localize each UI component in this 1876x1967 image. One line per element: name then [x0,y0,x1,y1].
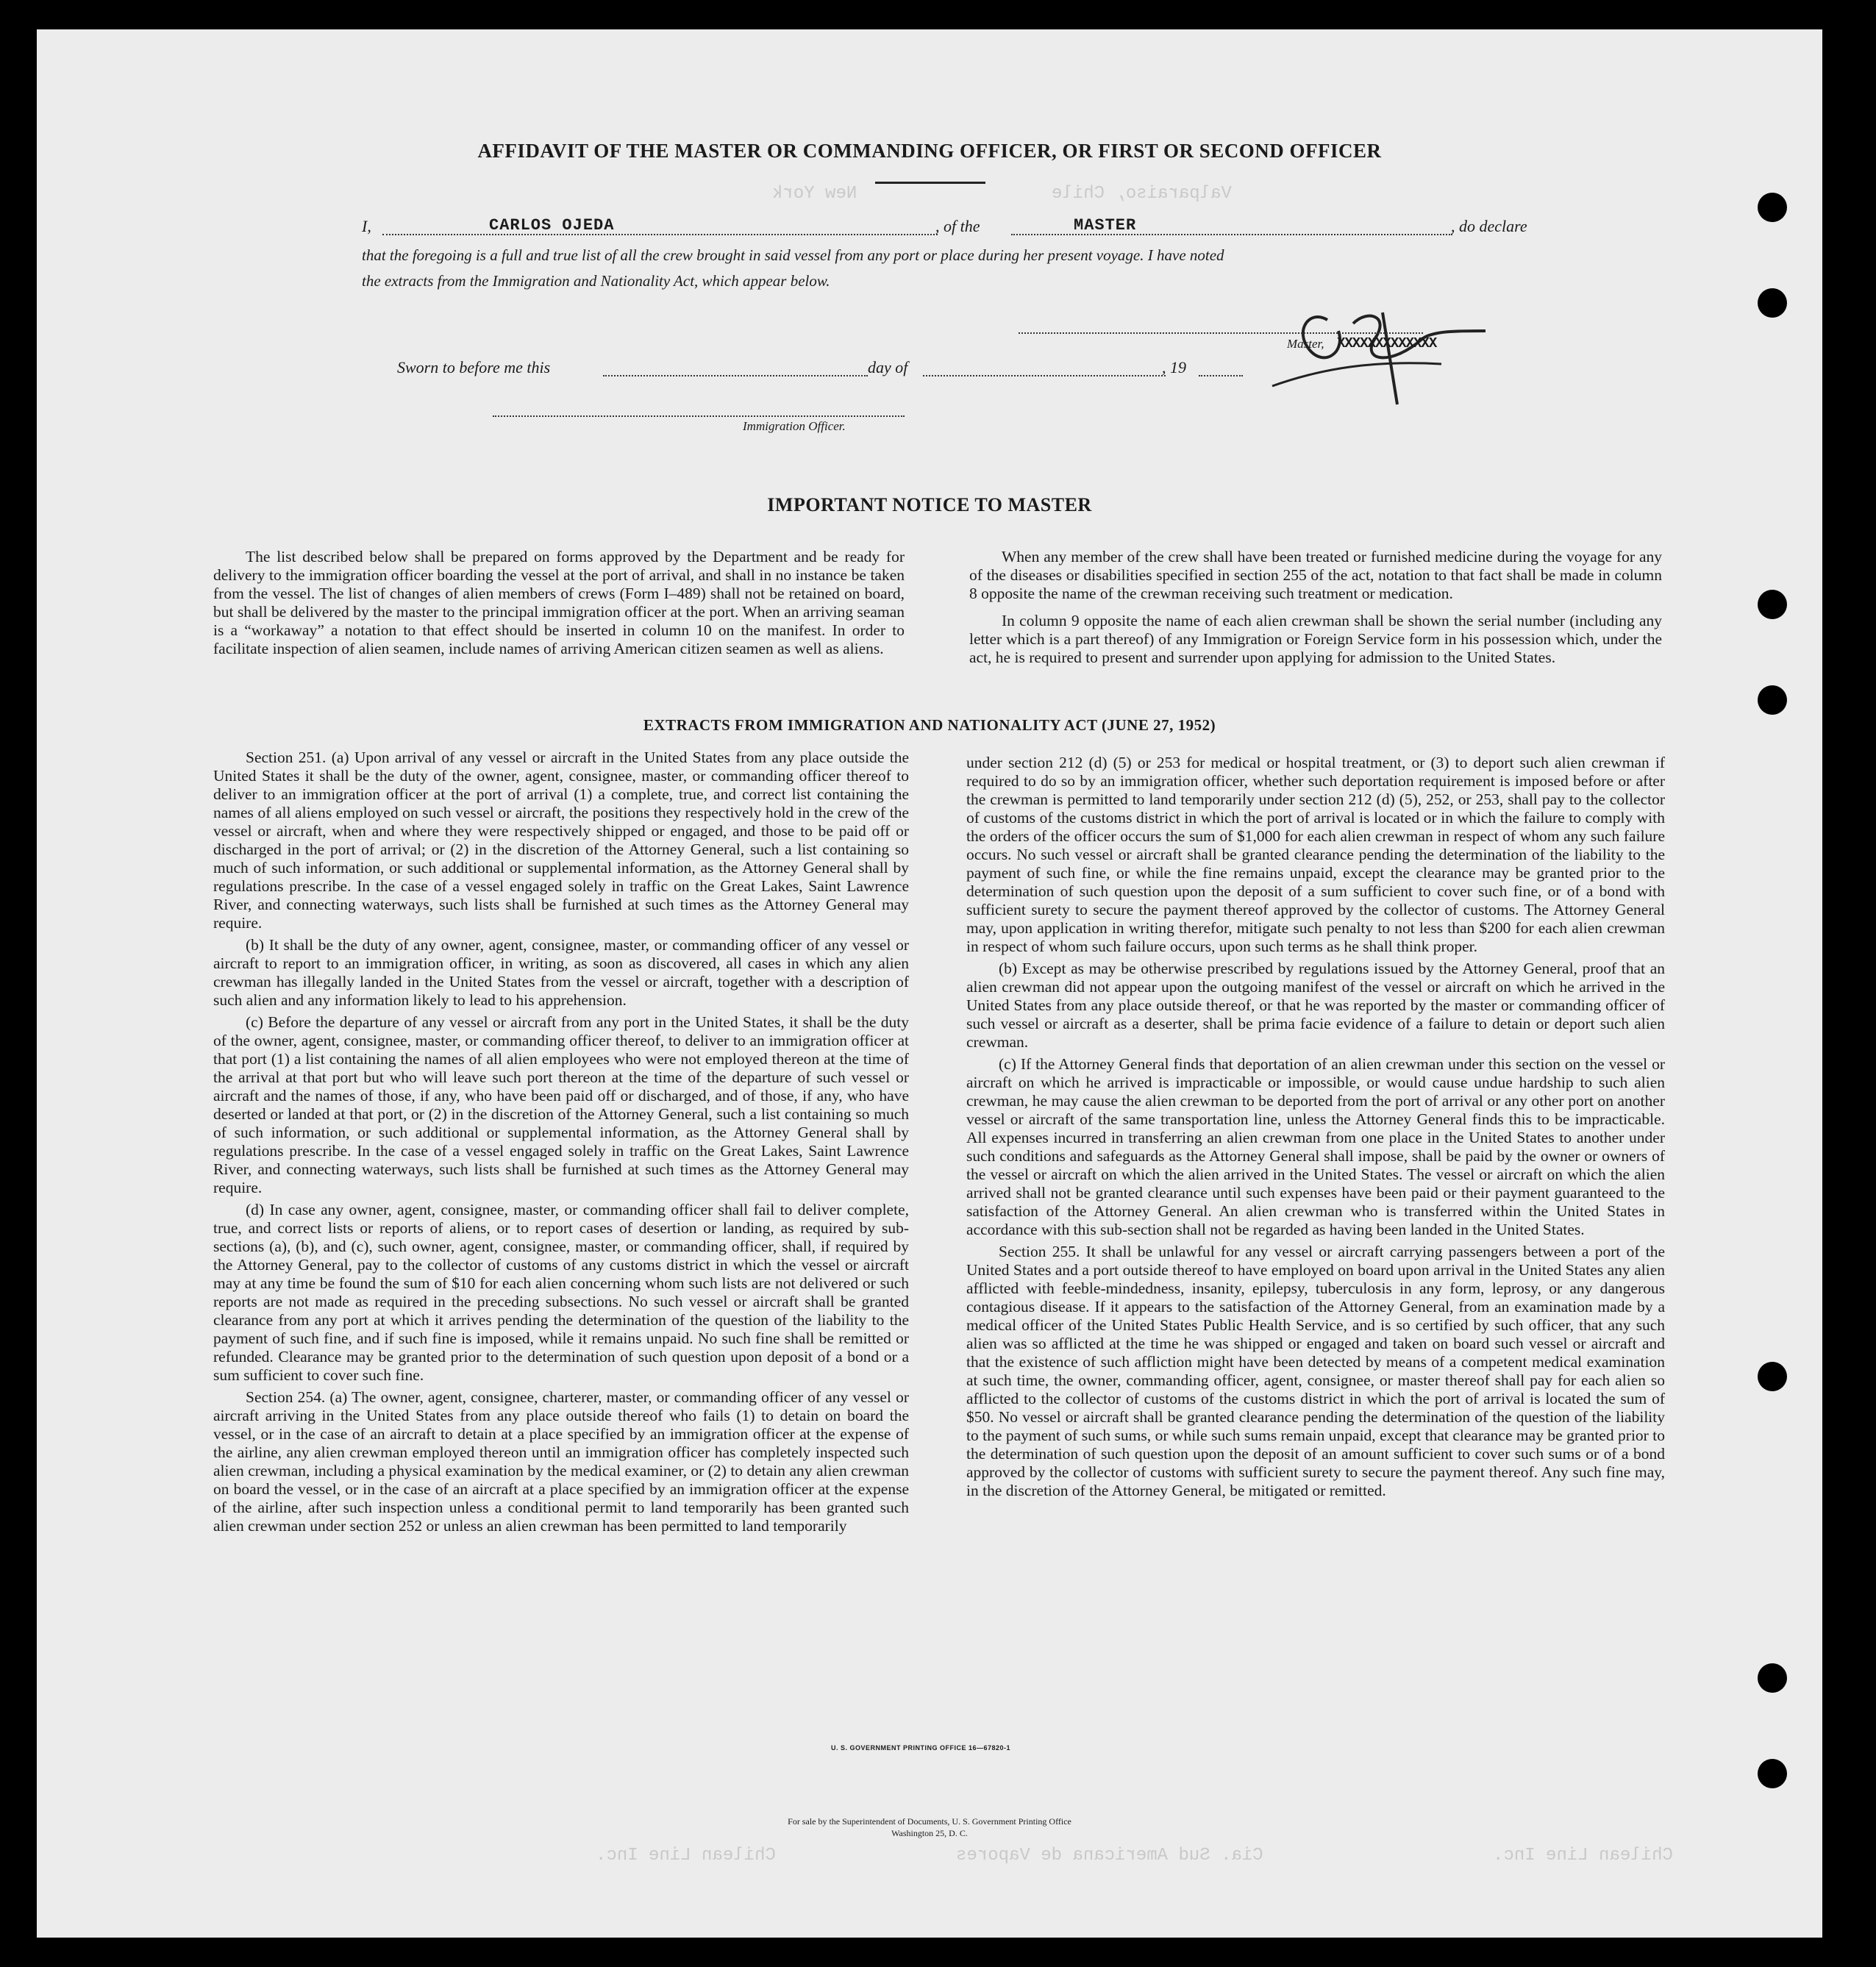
document-page [37,29,1822,1938]
of-the-label: , of the [935,217,980,235]
declare-prefix: I, [362,217,371,235]
binder-hole [1758,685,1787,715]
statute-paragraph: Section 255. It shall be unlawful for any vessel or aircraft carrying passengers between a port of the United States and a port outside thereof to have employed on board upon arrival in the United States any alien afflicted with feeble-mindedness, insanity, epilepsy, tuberculosis in any form, leprosy, or any dangerous contagious disease. If it appears to the satisfaction of the Attorney General, from an examination made by a medical officer of the United States Public Health Service, and is so certified by such officer, that any such alien was so afflicted at the time he was shipped or engaged and taken on board such vessel or aircraft and that the existence of such affliction might have been detected by means of a competent medical examination at such time, the owner, commanding officer, agent, consignee, or master thereof shall pay for each alien so afflicted to the collector of customs of the customs district in which the port of arrival is located the sum of $50. No vessel or aircraft shall be granted clearance pending the determination of the question of the liability to the payment of such sums, or while such sums remain unpaid, except that clearance may be granted prior to the determination of such question upon the deposit of an amount sufficient to cover such sums or of a bond approved by the collector of customs with sufficient surety to secure the payment thereof. Any such fine may, in the discretion of the Attorney General, be mitigated or remitted. [966,1243,1665,1499]
notice-left-column [213,548,905,662]
sale-notice-1: For sale by the Superintendent of Documents, U. S. Government Printing Office [788,1816,1071,1827]
sworn-day-field [603,375,868,376]
bleed-through-text: Chilean Line Inc. [596,1846,776,1866]
extracts-right-column [966,754,1665,1504]
statute-paragraph: (c) Before the departure of any vessel or aircraft from any port in the United States, it shall be the duty of the owner, agent, consignee, master, or commanding officer thereof, to deliver to an immigration officer at that port (1) a list containing the names of all alien employees who were not employed thereon at the time of the arrival at that port but who will leave such port thereon at the time of the departure of such vessel or aircraft and the names of those, if any, who have been paid off or discharged, and of those, if any, who have deserted or landed at that port, or (2) in the discretion of the Attorney General, such a list containing so much of such information, or such additional or supplemental information, as the Attorney General shall by regulations prescribe. In the case of a vessel engaged solely in traffic on the Great Lakes, Saint Lawrence River, and connecting waterways, such lists shall be furnished at such times as the Attorney General may require. [213,1013,909,1196]
officer-signature-line [493,415,905,417]
master-signature [1265,287,1508,419]
signature-line [1019,332,1423,334]
statute-paragraph: (d) In case any owner, agent, consignee, master, or commanding officer shall fail to deliver complete, true, and correct lists or reports of aliens, or to report cases of desertion or landing, as required by sub-sections (a), (b), and (c), such owner, agent, consignee, master, or commanding officer, shall, if required by the Attorney General, pay to the collector of customs of any customs district in which the vessel or aircraft may at any time be found the sum of $10 for each alien concerning whom such lists are not delivered or such reports are not made as required in the preceding subsections. No such vessel or aircraft shall be granted clearance from any port at which it arrives pending the determination of the question of the liability to the payment of such fine, and if such fine is imposed, while it remains unpaid. No such fine shall be remitted or refunded. Clearance may be granted prior to the determination of such question upon deposit of a bond or a sum sufficient to cover such fine. [213,1201,909,1384]
bleed-through-text: Valparaiso, Chile [1052,184,1232,204]
master-label: Master, [1287,337,1324,351]
bleed-through-text: Chilean Line Inc. [1493,1846,1673,1866]
notice-right-column [969,548,1662,671]
statute-paragraph: Section 251. (a) Upon arrival of any vessel or aircraft in the United States from any place outside the United States it shall be the duty of the owner, agent, consignee, master, or commanding officer thereof to deliver to an immigration officer at the port of arrival (1) a complete, true, and correct list containing the names of all aliens employed on such vessel or aircraft, the positions they respectively hold in the crew of the vessel or aircraft, when and where they were respectively shipped or engaged, and those to be paid off or discharged in the port of arrival; or (2) in the discretion of the Attorney General, such a list containing so much of such information, or such additional or supplemental information, as the Attorney General shall by regulations prescribe. In the case of a vessel engaged solely in traffic on the Great Lakes, Saint Lawrence River, and connecting waterways, such lists shall be furnished at such times as the Attorney General may require. [213,749,909,932]
sworn-label: Sworn to before me this [397,358,551,376]
struck-out-title: XXXXXXXXXXXXX [1337,335,1437,351]
title-rule [875,182,985,184]
notice-paragraph: When any member of the crew shall have been treated or furnished medicine during the voyage for any of the diseases or disabilities specified in section 255 of the act, notation to that fact shall be made in column 8 opposite the name of the crewman receiving such treatment or medication. [969,548,1662,602]
rank-field: MASTER [1074,216,1137,235]
year-label: , 19 [1162,358,1186,376]
name-field-line [382,234,938,235]
sale-notice-2: Washington 25, D. C. [891,1828,968,1838]
immigration-officer-label: Immigration Officer. [743,419,846,433]
affidavit-title: AFFIDAVIT OF THE MASTER OR COMMANDING OFFICER, OR FIRST OR SECOND OFFICER [477,140,1382,162]
statute-paragraph: under section 212 (d) (5) or 253 for medical or hospital treatment, or (3) to deport such alien crewman if required to do so by an immigration officer, whether such deportation requirement is imposed before or after the crewman is permitted to land temporarily under section 212 (d) (5), 252, or 253, shall pay to the collector of customs of the customs district in which the port of arrival is located or in which the failure to comply with the orders of the officer occurs the sum of $1,000 for each alien crewman in respect of whom any such failure occurs. No such vessel or aircraft shall be granted clearance pending the determination of the liability to the payment of such fine, or while the fine remains unpaid, except the clearance may be granted prior to the determination of such question upon the deposit of a sum sufficient to cover such fine, or of a bond with sufficient surety to secure the payment thereof approved by the collector of customs. The Attorney General may, upon application in writing therefor, mitigate such penalty to not less than $200 for each alien crewman in respect of whom such failure occurs, upon such terms as he shall think proper. [966,754,1665,955]
statute-paragraph: (b) Except as may be otherwise prescribed by regulations issued by the Attorney General, proof that an alien crewman did not appear upon the outgoing manifest of the vessel or aircraft on which he arrived in the United States from any place outside thereof, or that he was reported by the master or commanding officer of such vessel or aircraft as a deserter, shall be prima facie evidence of a failure to detain or deport such alien crewman. [966,960,1665,1051]
bleed-through-text: New York [772,184,857,204]
day-of-label: day of [868,358,908,376]
declaration-text-1: that the foregoing is a full and true list of all the crew brought in said vessel from any port or place during her present voyage. I have noted [362,246,1224,264]
declaration-text-2: the extracts from the Immigration and Nationality Act, which appear below. [362,272,830,290]
notice-title: IMPORTANT NOTICE TO MASTER [767,494,1092,515]
bleed-through-text: Cia. Sud Americana de Vapores [956,1846,1263,1866]
notice-paragraph: The list described below shall be prepared on forms approved by the Department and be ready for delivery to the immigration officer boarding the vessel at the port of arrival, and shall in no instance be taken from the vessel. The list of changes of alien members of crews (Form I–489) shall not be retained on board, but shall be delivered by the master to the principal immigration officer at the port. When an arriving seaman is a “workaway” a notation to that effect should be inserted in column 10 on the manifest. In order to facilitate inspection of alien seamen, include names of arriving American citizen seamen as well as aliens. [213,548,905,657]
binder-hole [1758,193,1787,222]
binder-hole [1758,1759,1787,1788]
binder-hole [1758,590,1787,619]
extracts-left-column [213,749,909,1539]
statute-paragraph: Section 254. (a) The owner, agent, consignee, charterer, master, or commanding officer of any vessel or aircraft arriving in the United States from any place outside thereof who fails (1) to detain on board the vessel, or in the case of an aircraft to detain at a place specified by an immigration officer at the expense of the airline, any alien crewman employed thereon until an immigration officer has completely inspected such alien crewman, including a physical examination by the medical examiner, or (2) to detain any alien crewman on board the vessel, or in the case of an aircraft at a place specified by an immigration officer at the expense of the airline, after such inspection unless a conditional permit to land temporarily has been granted such alien crewman under section 252 or unless an alien crewman has been permitted to land temporarily [213,1388,909,1535]
binder-hole [1758,1663,1787,1693]
sworn-year-field [1199,375,1243,376]
binder-hole [1758,288,1787,318]
statute-paragraph: (c) If the Attorney General finds that deportation of an alien crewman under this section on the vessel or aircraft on which he arrived is impracticable or impossible, or would cause undue hardship to such alien crewman, he may cause the alien crewman to be deported from the port of arrival or any other port on another vessel or aircraft of the same transportation line, unless the Attorney General finds this to be impracticable. All expenses incurred in transferring an alien crewman from one place in the United States to another under such conditions and safeguards as the Attorney General shall impose, shall be paid by the owner or owners of the vessel or aircraft on which the alien arrived in the United States. The vessel or aircraft on which the alien arrived shall not be granted clearance until such expenses have been paid or their payment guaranteed to the satisfaction of the Attorney General. An alien crewman who is transferred within the United States in accordance with this sub-section shall not be regarded as having been landed in the United States. [966,1055,1665,1238]
extracts-title: EXTRACTS FROM IMMIGRATION AND NATIONALITY ACT (JUNE 27, 1952) [643,716,1216,734]
sworn-month-field [923,375,1166,376]
do-declare-label: , do declare [1451,217,1527,235]
name-field: CARLOS OJEDA [489,216,615,235]
notice-paragraph: In column 9 opposite the name of each alien crewman shall be shown the serial number (including any letter which is a part thereof) of any Immigration or Foreign Service form in his possession which, under the act, he is required to present and surrender upon applying for admission to the United States. [969,612,1662,666]
gpo-imprint: U. S. GOVERNMENT PRINTING OFFICE 16—67820-1 [831,1744,1011,1752]
binder-hole [1758,1362,1787,1391]
statute-paragraph: (b) It shall be the duty of any owner, agent, consignee, master, or commanding officer of any vessel or aircraft to report to an immigration officer, in writing, as soon as discovered, all cases in which any alien crewman has illegally landed in the United States from the vessel or aircraft, together with a description of such alien and any information likely to lead to his apprehension. [213,936,909,1009]
